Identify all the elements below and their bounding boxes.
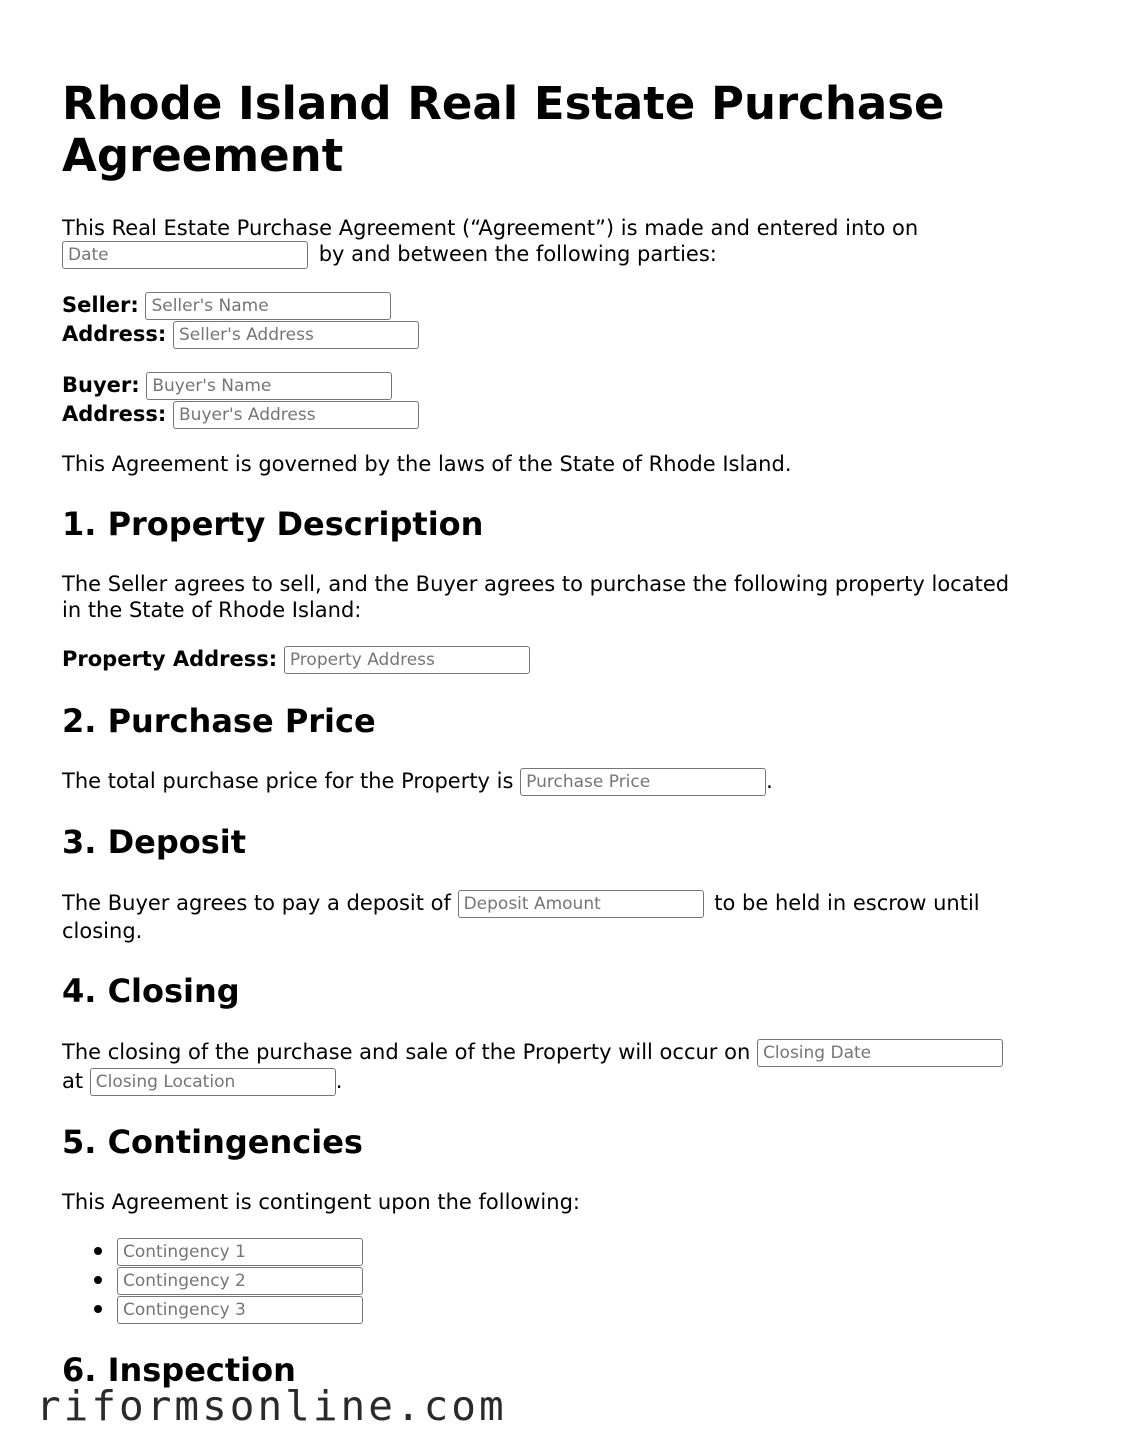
- page-title: Rhode Island Real Estate Purchase Agreement: [62, 77, 945, 182]
- contingency-3-input[interactable]: [117, 1296, 363, 1324]
- contingency-1-input[interactable]: [117, 1238, 363, 1266]
- closing-row-2: [62, 1068, 342, 1096]
- property-address-input[interactable]: [284, 646, 530, 674]
- intro-text: This Real Estate Purchase Agreement (“Agreement”) is made and entered into on: [62, 216, 919, 240]
- section-heading-property: 1. Property Description: [62, 505, 484, 543]
- bullet-icon: [94, 1247, 102, 1255]
- watermark: riformsonline.com: [36, 1382, 507, 1430]
- closing-period: .: [335, 1069, 343, 1093]
- deposit-amount-input[interactable]: [458, 890, 704, 918]
- seller-address-label: Address:: [62, 322, 167, 346]
- property-text-line-1: The Seller agrees to sell, and the Buyer agrees to purchase the following property located: [62, 572, 1010, 596]
- governing-law-text: This Agreement is governed by the laws of the State of Rhode Island.: [62, 452, 792, 476]
- buyer-address-label: Address:: [62, 402, 167, 426]
- closing-text: The closing of the purchase and sale of the Property will occur on: [62, 1040, 751, 1064]
- purchase-price-input[interactable]: [520, 768, 766, 796]
- intro-line-1: [62, 215, 918, 241]
- buyer-name-input[interactable]: [146, 372, 392, 400]
- seller-label: Seller:: [62, 293, 139, 317]
- deposit-row: [62, 890, 980, 918]
- buyer-address-input[interactable]: [173, 401, 419, 429]
- buyer-label: Buyer:: [62, 373, 140, 397]
- deposit-text-after: to be held in escrow until: [714, 891, 980, 915]
- deposit-text-before: The Buyer agrees to pay a deposit of: [62, 891, 451, 915]
- bullet-icon: [94, 1276, 102, 1284]
- section-heading-closing: 4. Closing: [62, 972, 240, 1010]
- seller-name-input[interactable]: [145, 292, 391, 320]
- bullet-icon: [94, 1305, 102, 1313]
- section-heading-price: 2. Purchase Price: [62, 702, 376, 740]
- section-heading-inspection: 6. Inspection: [62, 1351, 296, 1389]
- property-address-label: Property Address:: [62, 647, 278, 671]
- price-row: [62, 768, 773, 796]
- section-heading-contingencies: 5. Contingencies: [62, 1123, 363, 1161]
- intro-text-after: by and between the following parties:: [318, 242, 717, 266]
- intro-line-2: [62, 241, 717, 269]
- contingency-2-input[interactable]: [117, 1267, 363, 1295]
- date-input[interactable]: [62, 241, 308, 269]
- contingencies-text: This Agreement is contingent upon the following:: [62, 1190, 580, 1214]
- section-heading-deposit: 3. Deposit: [62, 823, 247, 861]
- property-address-row: [62, 646, 534, 674]
- closing-at: at: [62, 1069, 84, 1093]
- price-text: The total purchase price for the Property is: [62, 769, 514, 793]
- deposit-text-line-2: closing.: [62, 919, 143, 943]
- seller-name-row: [62, 292, 395, 320]
- property-text-line-2: in the State of Rhode Island:: [62, 598, 362, 622]
- price-period: .: [766, 769, 773, 793]
- closing-date-input[interactable]: [757, 1039, 1003, 1067]
- seller-address-input[interactable]: [173, 321, 419, 349]
- closing-row-1: [62, 1039, 1007, 1067]
- seller-address-row: [62, 321, 423, 349]
- closing-location-input[interactable]: [90, 1068, 336, 1096]
- buyer-name-row: [62, 372, 396, 400]
- buyer-address-row: [62, 401, 423, 429]
